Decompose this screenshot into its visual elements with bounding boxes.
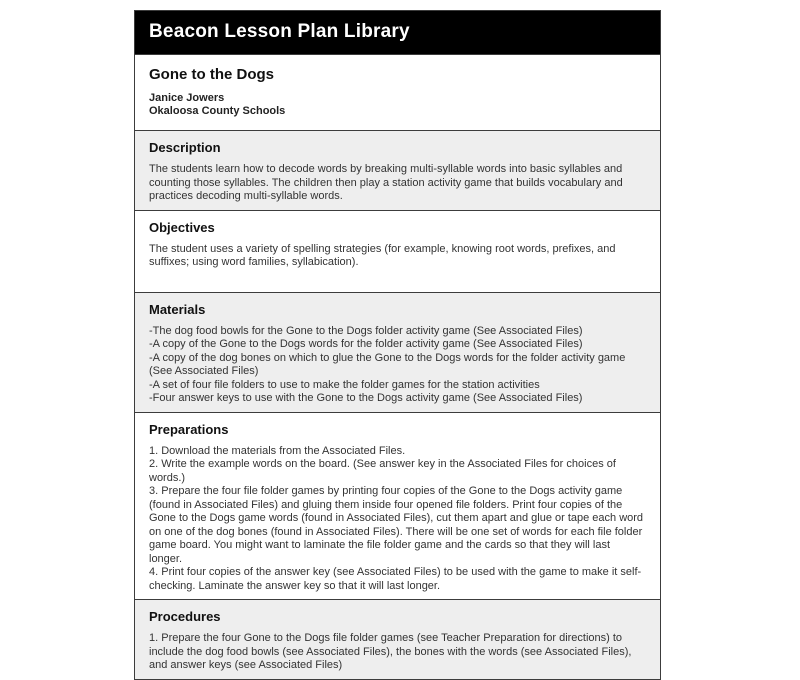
- material-item: -Four answer keys to use with the Gone to the Dogs activity game (See Associated Files): [149, 392, 583, 404]
- lesson-title: Gone to the Dogs: [149, 66, 274, 83]
- section-procedures: [135, 599, 660, 679]
- paragraph: The students learn how to decode words by breaking multi-syllable words into basic syllables and counting those syllables. The children then play a station activity game that builds vocabulary and practices decoding multi-syllable words.: [149, 163, 623, 202]
- section-objectives: [135, 210, 660, 292]
- material-item: -A set of four file folders to use to make the folder games for the station activities: [149, 378, 540, 391]
- section-description: [135, 130, 660, 210]
- section-body-description: [149, 163, 646, 204]
- lesson-title-block: [135, 54, 660, 130]
- section-heading-procedures: Procedures: [149, 609, 221, 624]
- section-body-materials: [149, 325, 646, 406]
- material-item: -A copy of the Gone to the Dogs words for the folder activity game (See Associated Files): [149, 338, 583, 350]
- section-body-preparations: [149, 445, 646, 594]
- section-heading-description: Description: [149, 140, 221, 155]
- lesson-plan-page: [134, 10, 661, 680]
- section-heading-objectives: Objectives: [149, 219, 215, 235]
- author-school: Okaloosa County Schools: [149, 105, 286, 117]
- preparation-step: 3. Prepare the four file folder games by printing four copies of the Gone to the Dogs activity game (found in Associated Files) and gluing them inside four opened file folders. Print four copies of the Gone to the Dogs game words (found in Associated Files), cut them apart and glue or tape each word on one of the dog bones (found in Associated Files). There will be one set of words for each file folder game board. You might want to laminate the file folder game and the cards so that they will last longer.: [149, 485, 644, 565]
- site-title: Beacon Lesson Plan Library: [149, 21, 410, 42]
- preparation-step: 1. Download the materials from the Associated Files.: [149, 444, 406, 457]
- section-body-objectives: [149, 243, 646, 270]
- preparation-step: 4. Print four copies of the answer key (see Associated Files) to be used with the game to make it self-checking. Laminate the answer key so that it will last longer.: [149, 566, 642, 592]
- section-materials: [135, 292, 660, 412]
- site-header: [135, 11, 660, 54]
- paragraph: The student uses a variety of spelling strategies (for example, knowing root words, prefixes, and suffixes; using word families, syllabication).: [149, 242, 616, 268]
- author-name: Janice Jowers: [149, 92, 225, 104]
- section-heading-materials: Materials: [149, 301, 206, 317]
- material-item: -The dog food bowls for the Gone to the Dogs folder activity game (See Associated Files): [149, 324, 583, 337]
- section-preparations: [135, 412, 660, 600]
- section-heading-preparations: Preparations: [149, 421, 229, 437]
- material-item: -A copy of the dog bones on which to glue the Gone to the Dogs words for the folder activity game (See Associated Files): [149, 351, 626, 377]
- procedure-step: 1. Prepare the four Gone to the Dogs file folder games (see Teacher Preparation for directions) to include the dog food bowls (see Associated Files), the bones with the words (see Associated Files), and answer keys (see Associated Files): [149, 632, 632, 671]
- section-body-procedures: [149, 632, 646, 673]
- preparation-step: 2. Write the example words on the board. (See answer key in the Associated Files for choices of words.): [149, 458, 616, 484]
